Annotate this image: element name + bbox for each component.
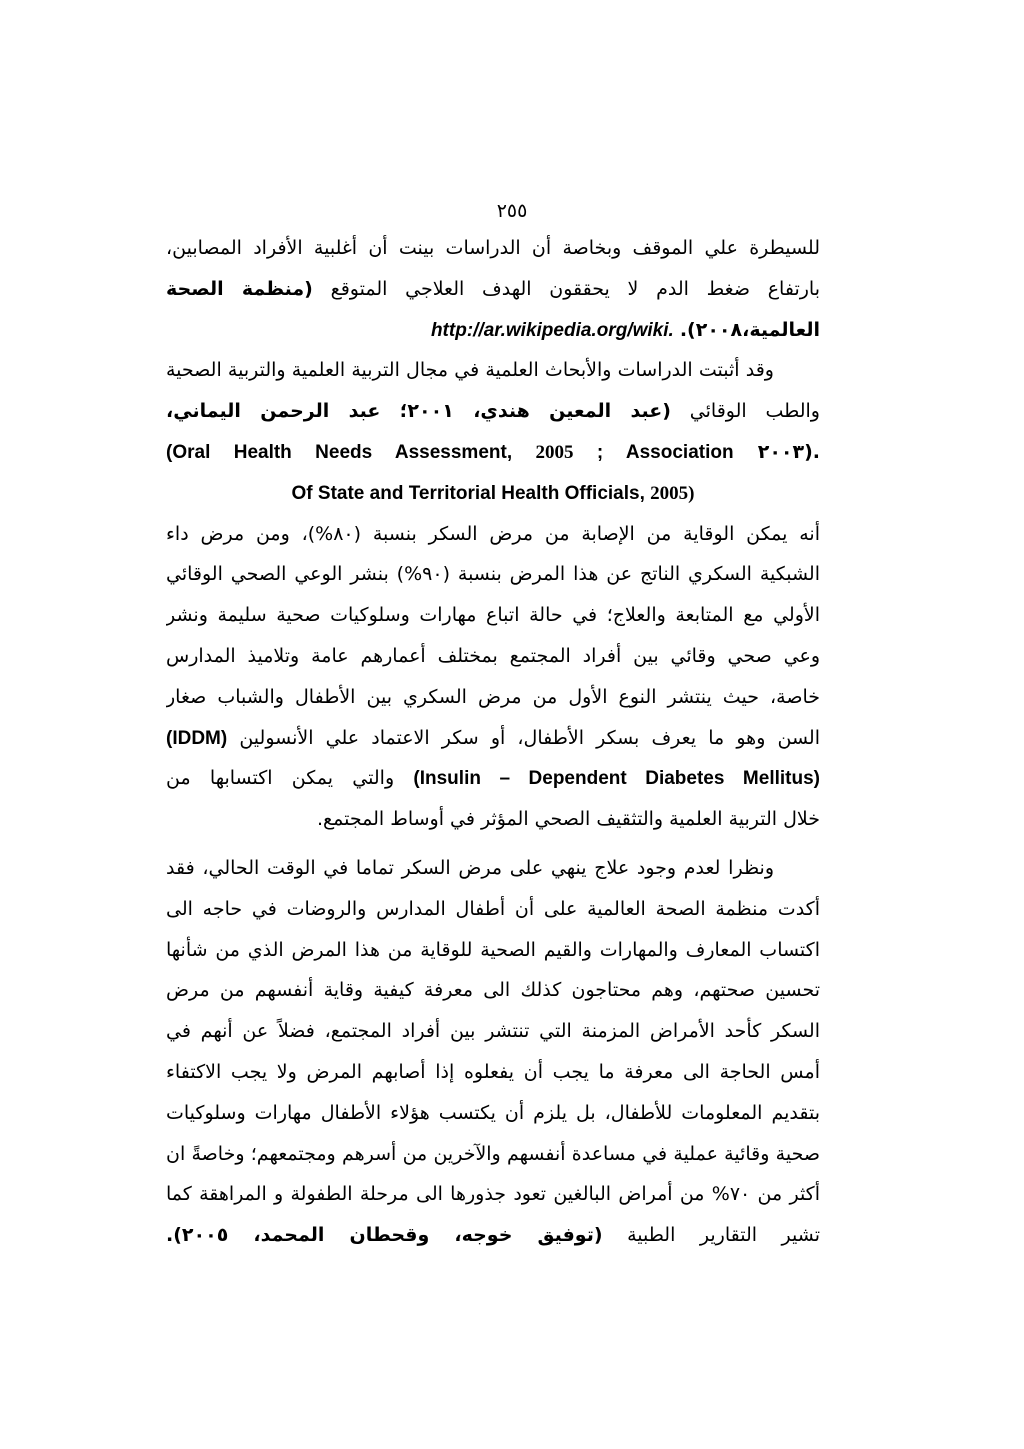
text-line bbox=[166, 758, 820, 799]
paragraph-4 bbox=[166, 848, 820, 1256]
text-line bbox=[166, 391, 820, 432]
text-line: الشبكية السكري الناتج عن هذا المرض بنسبة (٩٠%) بنشر الوعي الصحي الوقائي bbox=[166, 563, 820, 586]
text-span: والتي يمكن اكتسابها من bbox=[166, 767, 395, 790]
text-line: وقد أثبتت الدراسات والأبحاث العلمية في مجال التربية العلمية والتربية الصحية bbox=[166, 359, 774, 382]
term-latin: (Insulin – Dependent Diabetes Mellitus) bbox=[413, 768, 820, 790]
text-line: أكدت منظمة الصحة العالمية على أن أطفال المدارس والروضات في حاجه الى bbox=[166, 897, 820, 920]
text-line bbox=[166, 1215, 820, 1256]
text-line: ونظرا لعدم وجود علاج ينهي على مرض السكر تماما في الوقت الحالي، فقد bbox=[166, 856, 774, 879]
text-line bbox=[166, 269, 820, 310]
text-line: السكر كأحد الأمراض المزمنة التي تنتشر بين أفراد المجتمع، فضلاً عن أنهم في bbox=[166, 1020, 820, 1043]
text-line bbox=[166, 473, 820, 514]
abbreviation-latin: (IDDM) bbox=[166, 727, 228, 749]
citation-latin-part: (Oral Health Needs Assessment, bbox=[166, 441, 513, 463]
citation-bold: (منظمة الصحة bbox=[166, 277, 313, 300]
citation-bold: (توفيق خوجه، وقحطان المحمد، ٢٠٠٥). bbox=[166, 1224, 603, 1247]
citation-bold: (عبد المعين هندي، ٢٠٠١؛ عبد الرحمن اليماني، bbox=[166, 400, 671, 423]
document-body bbox=[166, 228, 820, 1256]
text-line: اكتساب المعارف والمهارات والقيم الصحية للوقاية من هذا المرض الذي من شأنها bbox=[166, 938, 820, 961]
citation-bold: العالمية،٢٠٠٨). bbox=[679, 318, 820, 341]
citation-latin-part: Of State and Territorial Health Officials, bbox=[291, 482, 645, 504]
citation-latin bbox=[292, 483, 695, 504]
text-line bbox=[166, 310, 820, 351]
citation-year: 2005 bbox=[535, 441, 574, 463]
text-span: والطب الوقائي bbox=[689, 400, 820, 423]
text-span: السن وهو ما يعرف بسكر الأطفال، أو سكر الاعتماد علي الأنسولين bbox=[239, 726, 820, 749]
citation-latin bbox=[166, 442, 734, 463]
text-span: بارتفاع ضغط الدم لا يحققون الهدف العلاجي المتوقع bbox=[330, 277, 820, 300]
text-line: أمس الحاجة الى معرفة ما يجب أن يفعلوه إذا أصابهم المرض ولا يجب الاكتفاء bbox=[166, 1060, 820, 1083]
text-line bbox=[166, 432, 820, 473]
citation-url: http://ar.wikipedia.org/wiki. bbox=[430, 319, 674, 341]
text-span: تشير التقارير الطبية bbox=[627, 1224, 820, 1247]
text-line: أنه يمكن الوقاية من الإصابة من مرض السكر بنسبة (٨٠%)، ومن مرض داء bbox=[166, 522, 820, 545]
text-line: خاصة، حيث ينتشر النوع الأول من مرض السكري بين الأطفال والشباب صغار bbox=[166, 685, 820, 708]
citation-latin-part: ; Association bbox=[596, 441, 734, 463]
paragraph-2 bbox=[166, 350, 820, 513]
text-line: الأولي مع المتابعة والعلاج؛ في حالة اتباع مهارات وسلوكيات صحية سليمة ونشر bbox=[166, 604, 820, 627]
paragraph-3 bbox=[166, 514, 820, 840]
paragraph-gap bbox=[166, 840, 820, 848]
text-line: خلال التربية العلمية والتثقيف الصحي المؤثر في أوساط المجتمع. bbox=[317, 808, 820, 831]
page-number: ٢٥٥ bbox=[496, 200, 528, 222]
text-line: بتقديم المعلومات للأطفال، بل يلزم أن يكتسب هؤلاء الأطفال مهارات وسلوكيات bbox=[166, 1101, 820, 1124]
citation-bold: .(٢٠٠٣ bbox=[757, 440, 820, 463]
paragraph-1 bbox=[166, 228, 820, 350]
text-line: تحسين صحتهم، وهم محتاجون كذلك الى معرفة كيفية وقاية أنفسهم من مرض bbox=[166, 979, 820, 1002]
text-line: أكثر من ٧٠% من أمراض البالغين تعود جذورها الى مرحلة الطفولة و المراهقة كما bbox=[166, 1183, 820, 1206]
text-line: وعي صحي وقائي بين أفراد المجتمع بمختلف أعمارهم عامة وتلاميذ المدارس bbox=[166, 644, 820, 667]
text-line: للسيطرة علي الموقف وبخاصة أن الدراسات بينت أن أغلبية الأفراد المصابين، bbox=[166, 237, 820, 259]
citation-year: 2005) bbox=[650, 482, 695, 504]
text-line bbox=[166, 718, 820, 759]
text-line: صحية وقائية عملية في مساعدة أنفسهم والآخرين من أسرهم ومجتمعهم؛ وخاصةً ان bbox=[166, 1142, 820, 1165]
